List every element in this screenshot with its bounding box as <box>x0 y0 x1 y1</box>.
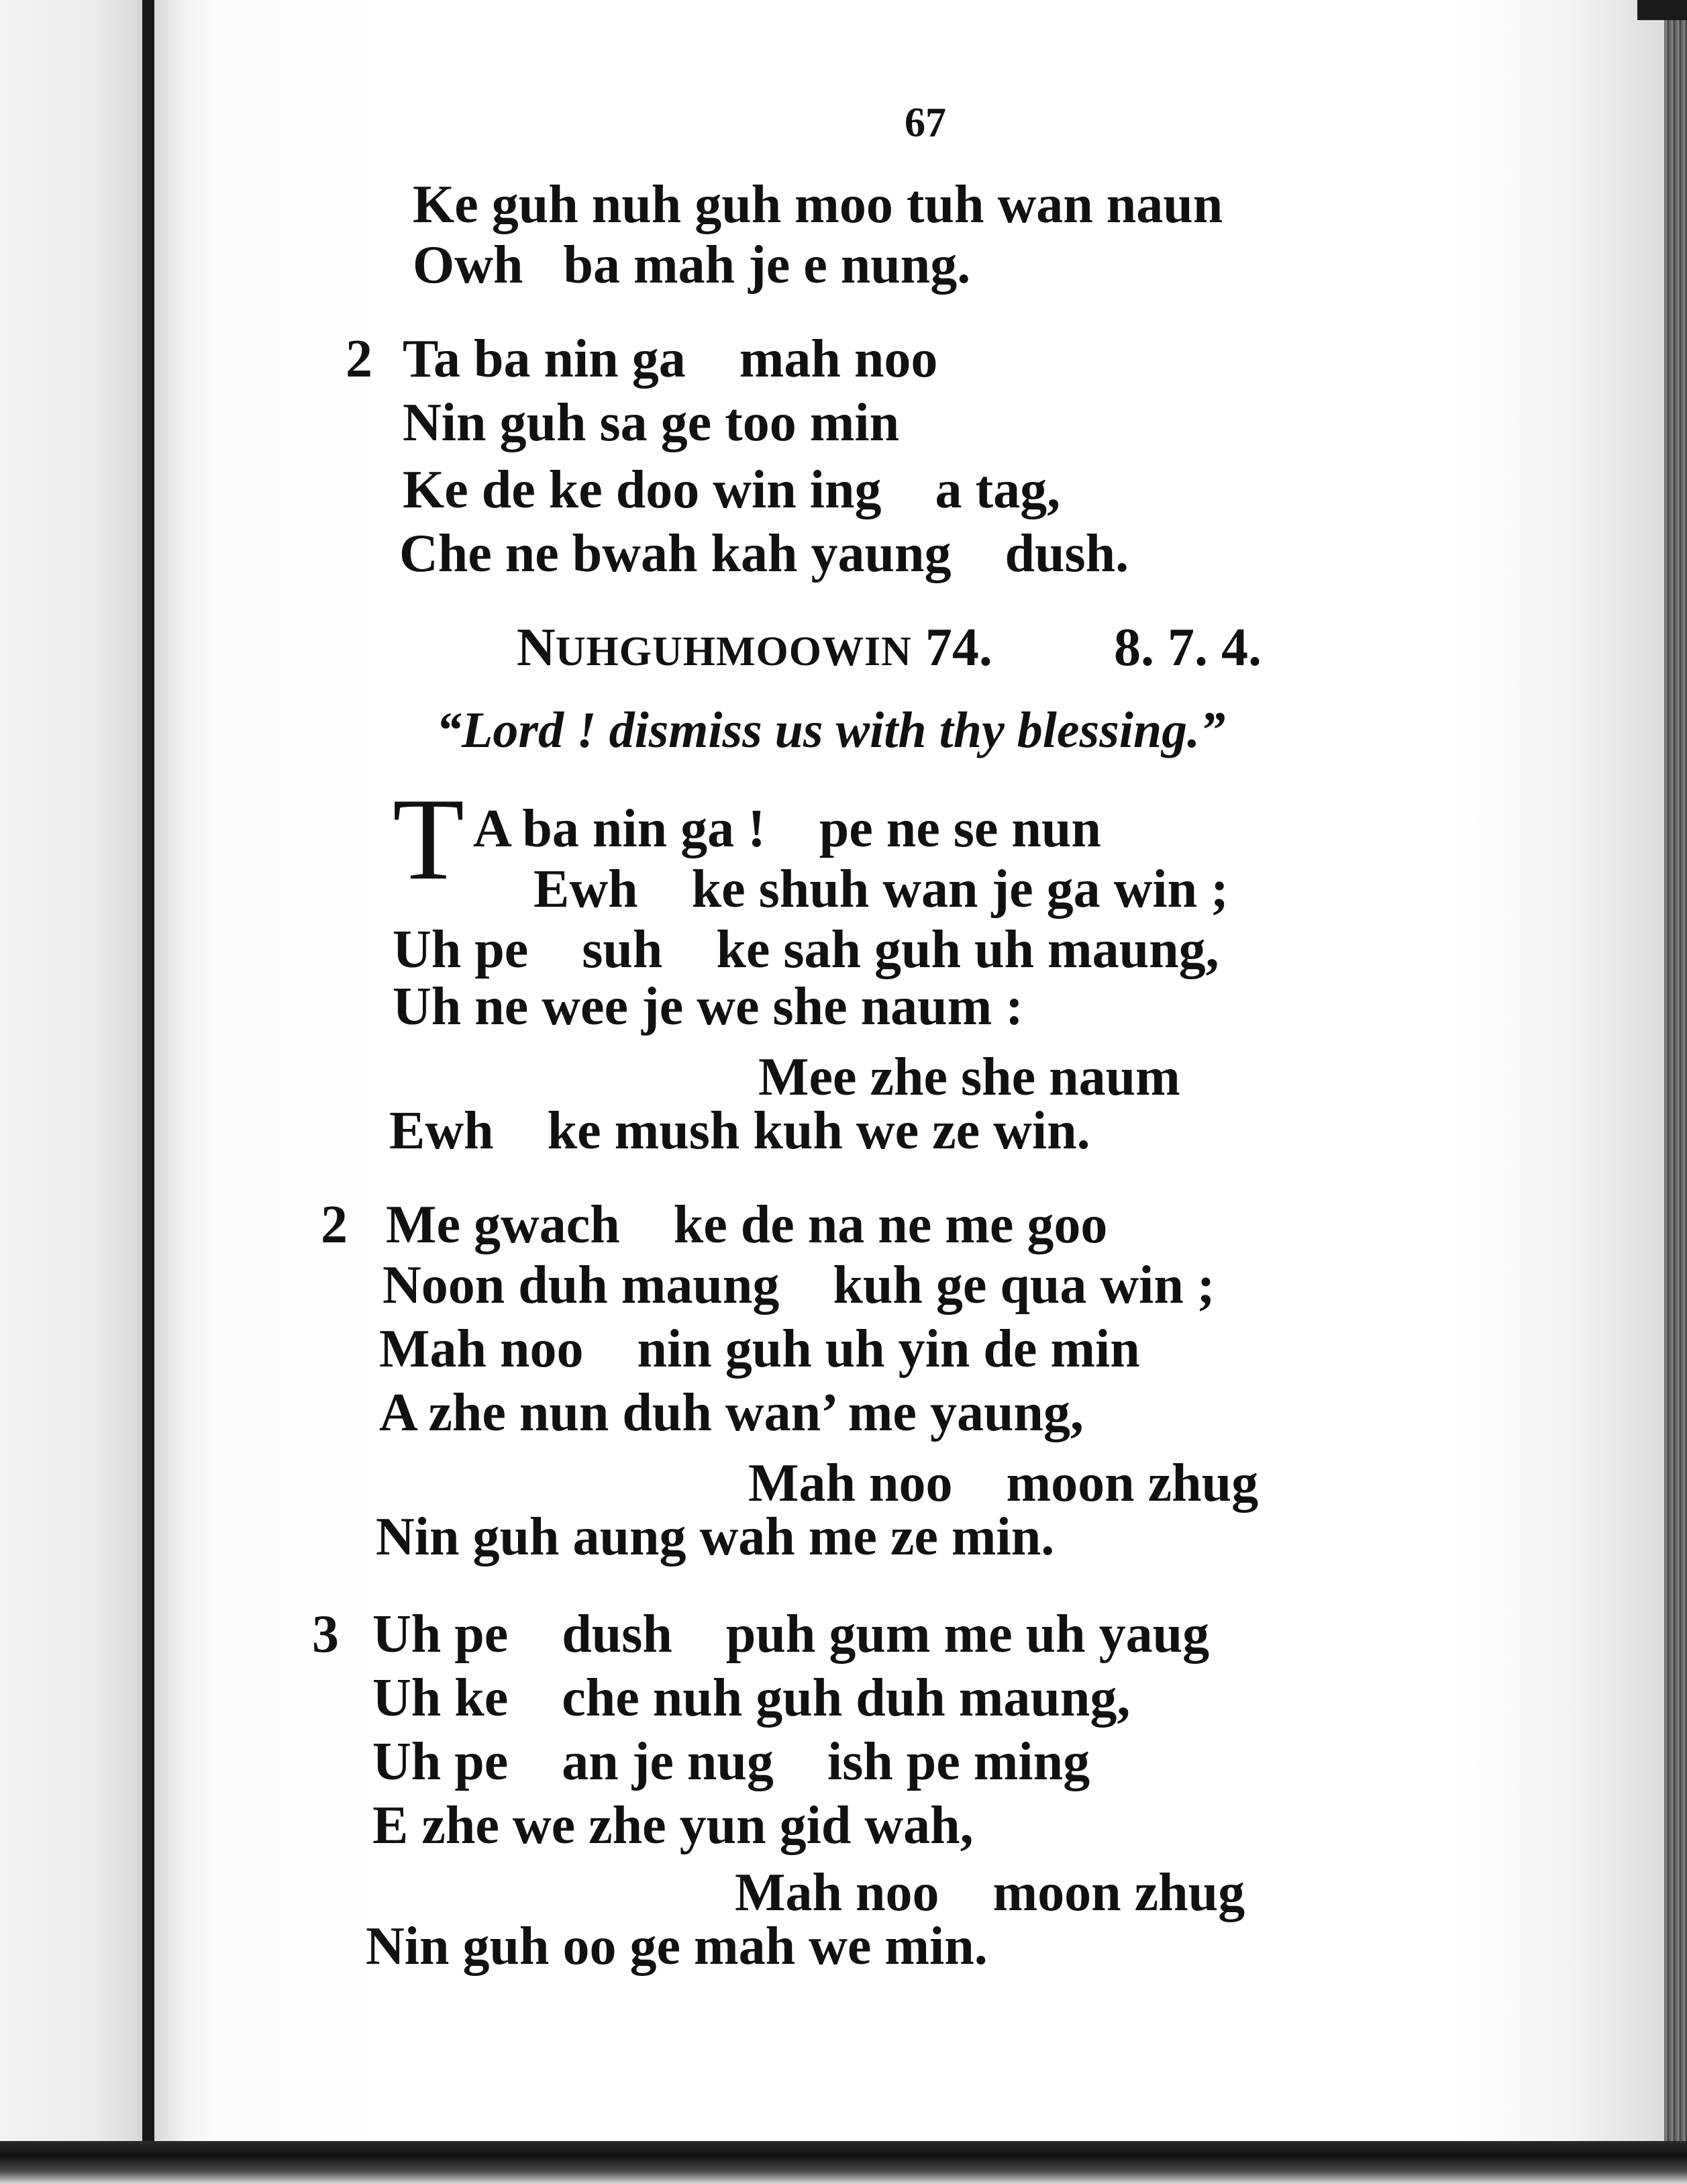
verse-line: Uh pe dush puh gum me uh yaug <box>372 1605 1210 1664</box>
hymn-heading-initial: N <box>517 618 556 677</box>
verse-line: A zhe nun duh wan’ me yaung, <box>379 1383 1084 1442</box>
hymn-number: 74. <box>911 618 992 677</box>
verse-line: Noon duh maung kuh ge qua win ; <box>382 1256 1215 1315</box>
hymn-heading-smallcaps: UHGUHMOOWIN <box>555 629 912 675</box>
book-spine <box>142 0 154 2141</box>
verse-line: Ewh ke shuh wan je ga win ; <box>533 860 1229 919</box>
verse-number: 2 <box>346 330 372 389</box>
verse-line: Nin guh sa ge too min <box>403 393 900 452</box>
verse-line: E zhe we zhe yun gid wah, <box>372 1796 974 1855</box>
verse-line: Mah noo nin guh uh yin de min <box>379 1320 1140 1379</box>
scanner-corner <box>1637 0 1687 20</box>
carryover-line: Owh ba mah je e nung. <box>413 236 971 295</box>
hymn-meter: 8. 7. 4. <box>1114 618 1262 677</box>
verse-line: Uh pe an je nug ish pe ming <box>372 1732 1090 1791</box>
verse-line: Che ne bwah kah yaung dush. <box>399 524 1129 583</box>
verse-line: Nin guh aung wah me ze min. <box>376 1507 1055 1567</box>
bottom-page-edge <box>0 2141 1687 2184</box>
verse-number: 3 <box>312 1605 339 1664</box>
page-number: 67 <box>905 100 946 146</box>
verse-line: Ta ba nin ga mah noo <box>403 330 938 389</box>
carryover-line: Ke guh nuh guh moo tuh wan naun <box>413 175 1223 234</box>
right-page-edge <box>1664 0 1687 2184</box>
verse-line: Uh ke che nuh guh duh maung, <box>372 1669 1131 1728</box>
verse-line: Me gwach ke de na ne me goo <box>386 1195 1108 1254</box>
hymn-subtitle: “Lord ! dismiss us with thy blessing.” <box>436 702 1226 758</box>
verse-line: Nin guh oo ge mah we min. <box>366 1917 988 1976</box>
verse-line: Uh ne wee je we she naum : <box>393 977 1023 1036</box>
verse-line: Ke de ke doo win ing a tag, <box>403 460 1061 519</box>
hymn-heading <box>517 618 992 677</box>
gutter-shadow <box>154 0 188 2184</box>
verse-line: Ewh ke mush kuh we ze win. <box>389 1101 1090 1160</box>
verse-line: Uh pe suh ke sah guh uh maung, <box>393 920 1219 979</box>
drop-cap: T <box>393 774 464 904</box>
verse-number: 2 <box>321 1195 348 1254</box>
verse-line: Mee zhe she naum <box>758 1048 1180 1107</box>
verse-line: Mah noo moon zhug <box>748 1454 1259 1513</box>
left-page-edge <box>0 0 154 2184</box>
verse-line: Mah noo moon zhug <box>735 1863 1245 1922</box>
verse-line: A ba nin ga ! pe ne se nun <box>473 799 1101 858</box>
